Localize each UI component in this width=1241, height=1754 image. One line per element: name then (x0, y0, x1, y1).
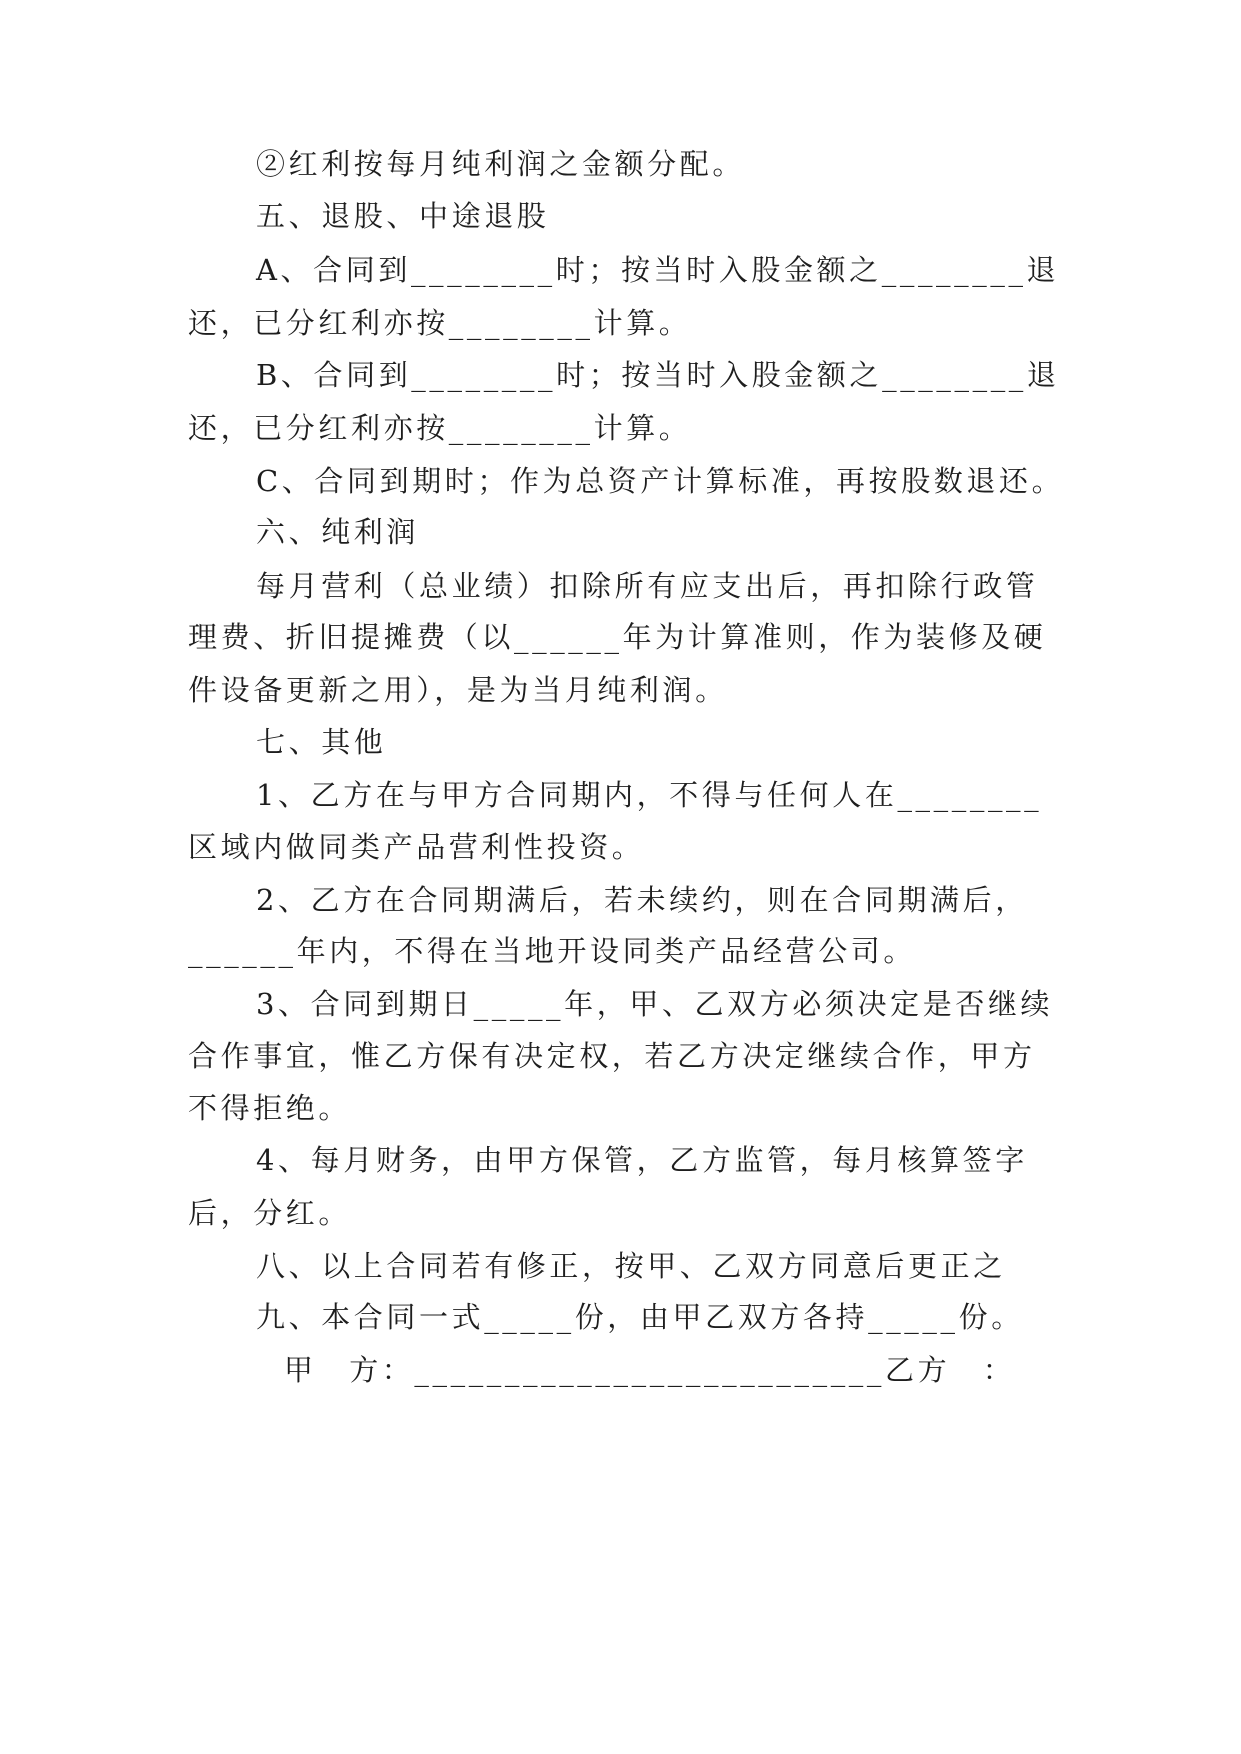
item-3-line-2: 合作事宜，惟乙方保有决定权，若乙方决定继续合作，甲方 (188, 1039, 1036, 1073)
section-nine: 九、本合同一式_____份，由甲乙双方各持_____份。 (256, 1300, 1024, 1334)
net-profit-line-1: 每月营利（总业绩）扣除所有应支出后，再扣除行政管 (256, 569, 1039, 603)
net-profit-line-3: 件设备更新之用），是为当月纯利润。 (188, 673, 728, 707)
section-seven-heading: 七、其他 (256, 725, 387, 759)
item-2-line-1: 2、乙方在合同期满后，若未续约，则在合同期满后， (256, 883, 1028, 917)
section-five-heading: 五、退股、中途退股 (256, 199, 550, 233)
item-3-line-3: 不得拒绝。 (188, 1091, 352, 1125)
clause-a-line-2: 还，已分红利亦按________计算。 (188, 306, 692, 340)
clause-b-line-2: 还，已分红利亦按________计算。 (188, 411, 692, 445)
item-2-line-2: ______年内，不得在当地开设同类产品经营公司。 (188, 934, 917, 968)
net-profit-line-2: 理费、折旧提摊费（以______年为计算准则，作为装修及硬 (188, 620, 1047, 654)
item-4-line-2: 后，分红。 (188, 1196, 352, 1230)
clause-b-line-1: B、合同到________时；按当时入股金额之________退 (256, 358, 1060, 392)
item-1-line-1: 1、乙方在与甲方合同期内，不得与任何人在________ (256, 778, 1043, 812)
item-4-line-1: 4、每月财务，由甲方保管，乙方监管，每月核算签字 (256, 1143, 1028, 1177)
clause-a-line-1: A、合同到________时；按当时入股金额之________退 (256, 253, 1060, 287)
signature-line: 甲 方：__________________________乙方 ： (284, 1353, 1016, 1387)
section-six-heading: 六、纯利润 (256, 515, 420, 549)
item-1-line-2: 区域内做同类产品营利性投资。 (188, 830, 645, 864)
clause-c: C、合同到期时；作为总资产计算标准，再按股数退还。 (256, 464, 1065, 498)
item-3-line-1: 3、合同到期日_____年，甲、乙双方必须决定是否继续 (256, 987, 1054, 1021)
dividend-clause: ②红利按每月纯利润之金额分配。 (256, 147, 746, 181)
section-eight: 八、以上合同若有修正，按甲、乙双方同意后更正之 (256, 1249, 1006, 1283)
